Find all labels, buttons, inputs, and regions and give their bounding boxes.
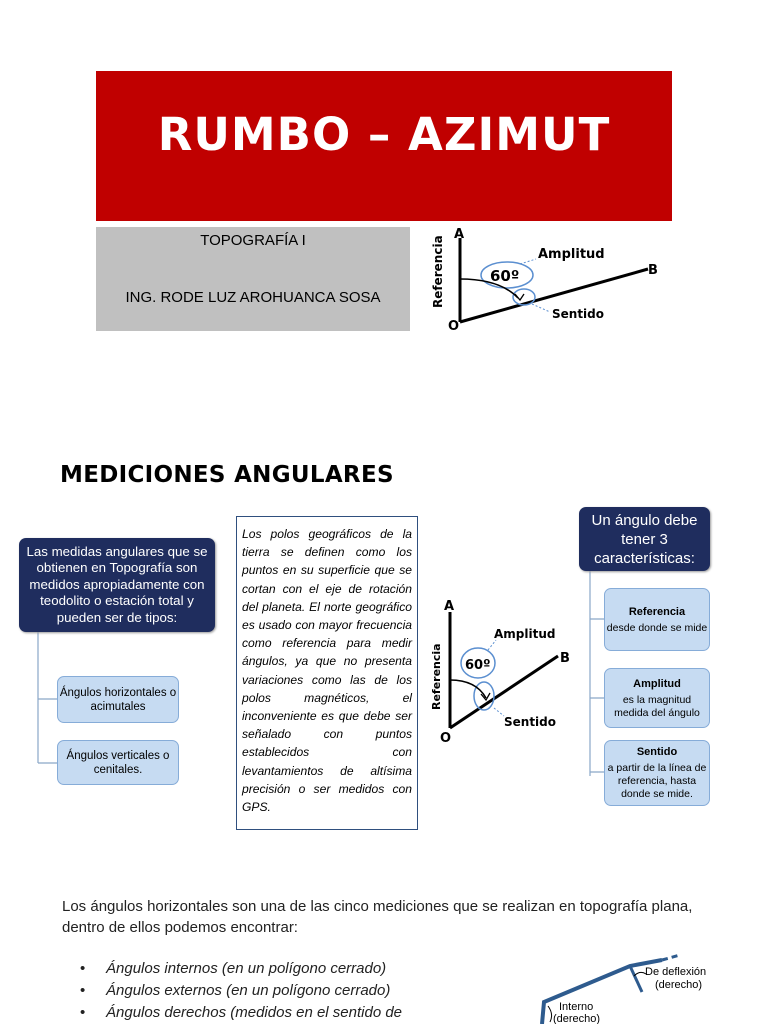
deflection-side-label: (derecho) bbox=[655, 979, 703, 991]
vertical-angles-box bbox=[57, 740, 179, 785]
list-item: • Ángulos derechos (medidos en el sentido de bbox=[80, 1002, 402, 1024]
page-title: RUMBO – AZIMUT bbox=[157, 108, 611, 161]
amplitude-leader bbox=[520, 259, 536, 264]
horizontal-angles-box bbox=[57, 676, 179, 723]
characteristic-desc: a partir de la línea de referencia, hasta donde se mide. bbox=[607, 762, 707, 800]
label-amplitude: Amplitud bbox=[538, 247, 605, 262]
list-item: • Ángulos internos (en un polígono cerrado) bbox=[80, 958, 402, 980]
label-reference: Referencia bbox=[430, 643, 443, 710]
angular-measures-header: Las medidas angulares que se obtienen en Topografía son medidos apropiadamente con teodolito o estación total y pueden ser de tipos: bbox=[19, 538, 215, 632]
course-name: TOPOGRAFÍA I bbox=[200, 232, 306, 249]
label-o: O bbox=[448, 319, 460, 334]
label-direction: Sentido bbox=[552, 307, 605, 321]
internal-side-label: (derecho) bbox=[553, 1013, 601, 1024]
label-angle: 60º bbox=[490, 267, 520, 285]
label-amplitude: Amplitud bbox=[494, 627, 556, 641]
vertical-angles-label: Ángulos verticales o cenitales. bbox=[66, 749, 170, 776]
characteristic-title: Referencia bbox=[628, 605, 686, 618]
label-a: A bbox=[444, 599, 455, 614]
characteristic-amplitude bbox=[604, 668, 710, 728]
internal-label: Interno bbox=[559, 1001, 594, 1013]
label-angle: 60º bbox=[465, 658, 491, 673]
direction-leader bbox=[532, 304, 550, 312]
geographic-poles-note: Los polos geográficos de la tierra se definen como los puntos en su superficie que se cortan con el eje de rotación del planeta. El norte geográfico es usado con mayor frecuencia como referencia para medir ángulos, ya que no presenta variaciones como las de los polos magnéticos, el inconveniente es que debe ser señalado con puntos establecidos con levantamientos de altísima precisión o ser medidos con GPS. bbox=[236, 516, 418, 830]
label-b: B bbox=[648, 263, 658, 278]
horizontal-angles-label: Ángulos horizontales o acimutales bbox=[59, 686, 177, 713]
label-a: A bbox=[454, 227, 465, 242]
angle-diagram-middle bbox=[424, 594, 584, 748]
deflection-extension bbox=[662, 955, 680, 960]
angle-types-list bbox=[80, 958, 402, 1024]
deflection-label: De deflexión bbox=[645, 966, 707, 978]
characteristic-title: Sentido bbox=[636, 746, 678, 758]
polygon-edge bbox=[630, 966, 642, 992]
amplitude-leader bbox=[488, 640, 496, 650]
right-connector-lines bbox=[590, 571, 604, 776]
label-direction: Sentido bbox=[504, 715, 557, 729]
internal-arc bbox=[548, 1006, 552, 1022]
characteristic-desc: desde donde se mide bbox=[606, 621, 708, 634]
direction-leader bbox=[494, 708, 504, 716]
polygon-diagram bbox=[530, 952, 740, 1024]
characteristic-direction bbox=[604, 740, 710, 806]
section-title: MEDICIONES ANGULARES bbox=[60, 462, 394, 488]
connector-lines bbox=[38, 632, 57, 763]
list-item: • Ángulos externos (en un polígono cerrado) bbox=[80, 980, 402, 1002]
characteristics-header: Un ángulo debe tener 3 características: bbox=[579, 507, 710, 571]
teacher-name: ING. RODE LUZ AROHUANCA SOSA bbox=[125, 289, 381, 306]
characteristic-reference bbox=[604, 588, 710, 651]
horizontal-angles-intro: Los ángulos horizontales son una de las cinco mediciones que se realizan en topografía plana, dentro de ellos podemos encontrar: bbox=[62, 898, 693, 936]
characteristic-desc: es la magnitud medida del ángulo bbox=[614, 693, 700, 719]
label-reference: Referencia bbox=[431, 235, 445, 308]
label-b: B bbox=[560, 651, 570, 666]
characteristic-title: Amplitud bbox=[633, 677, 681, 690]
label-o: O bbox=[440, 731, 452, 746]
angle-diagram-top bbox=[420, 224, 670, 336]
